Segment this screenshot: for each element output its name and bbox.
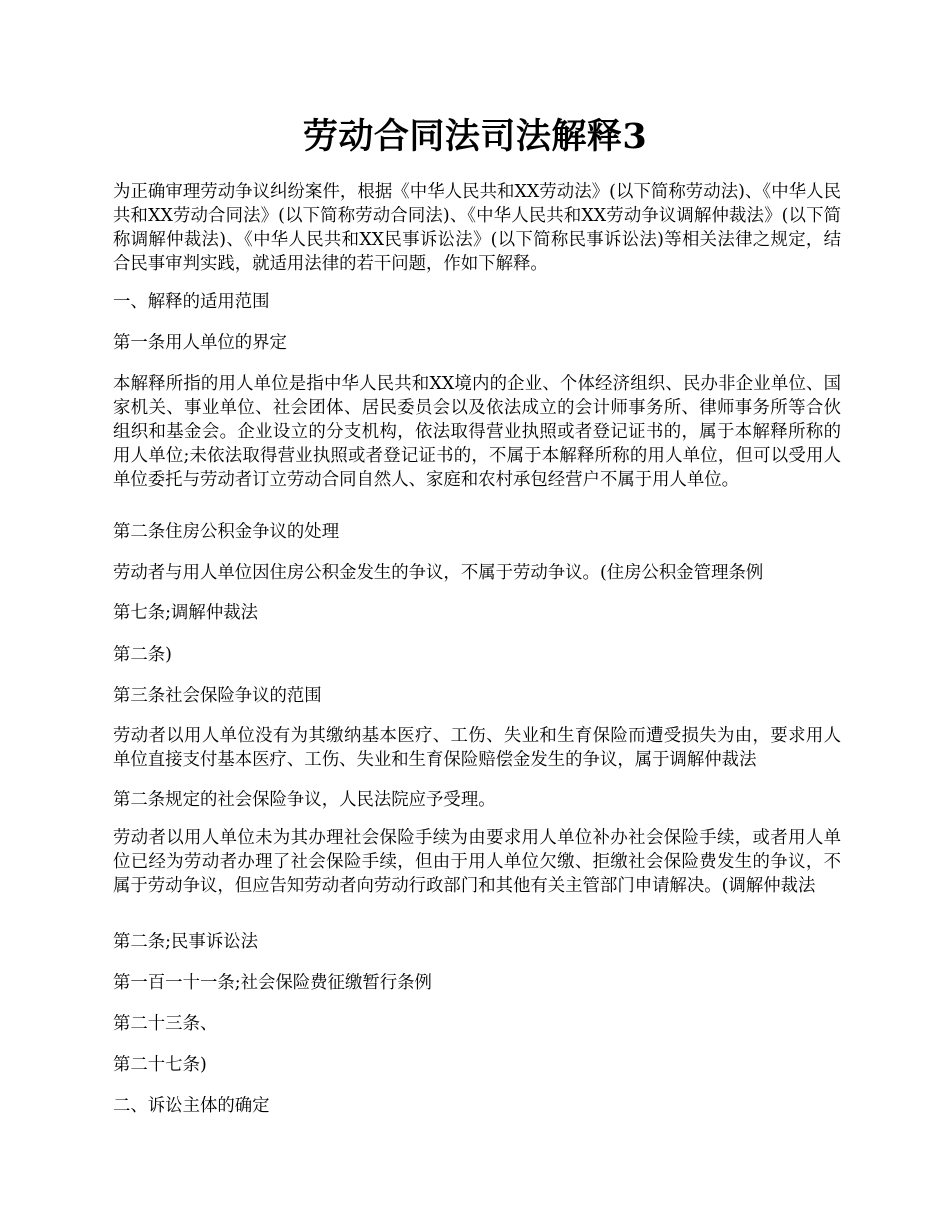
article-2-paragraph: 劳动者与用人单位因住房公积金发生的争议，不属于劳动争议。(住房公积金管理条例 — [113, 563, 764, 583]
article-3-citation-a: 第二条;民事诉讼法 — [113, 932, 258, 952]
section-heading-scope: 一、解释的适用范围 — [113, 292, 270, 312]
article-heading-3: 第三条社会保险争议的范围 — [113, 686, 322, 706]
article-3-citation-b: 第一百一十一条;社会保险费征缴暂行条例 — [113, 973, 432, 993]
article-1-paragraph: 本解释所指的用人单位是指中华人民共和XX境内的企业、个体经济组织、民办非企业单位、国家机关、事业单位、社会团体、居民委员会以及依法成立的会计师事务所、律师事务所等合伙组织和基金会。企业设立的分支机构，依法取得营业执照或者登记证书的，属于本解释所称的用人单位;未依法取得营业执照或者登记证书的，不属于本解释所称的用人单位，但可以受用人单位委托与劳动者订立劳动合同自然人、家庭和农村承包经营户不属于用人单位。 — [113, 374, 841, 490]
article-3-paragraph-2: 劳动者以用人单位未为其办理社会保险手续为由要求用人单位补办社会保险手续，或者用人单位已经为劳动者办理了社会保险手续，但由于用人单位欠缴、拒缴社会保险费发生的争议，不属于劳动争议，但应告知劳动者向劳动行政部门和其他有关主管部门申请解决。(调解仲裁法 — [113, 828, 841, 896]
article-3-citation-c: 第二十三条、 — [113, 1014, 218, 1034]
article-2-citation-a: 第七条;调解仲裁法 — [113, 603, 258, 623]
intro-paragraph: 为正确审理劳动争议纠纷案件，根据《中华人民共和XX劳动法》(以下简称劳动法)、《中华人民共和XX劳动合同法》(以下简称劳动合同法)、《中华人民共和XX劳动争议调解仲裁法》(以下简称调解仲裁法)、《中华人民共和XX民事诉讼法》(以下简称民事诉讼法)等相关法律之规定，结合民事审判实践，就适用法律的若干问题，作如下解释。 — [113, 182, 841, 274]
document-title: 劳动合同法司法解释3 — [302, 116, 648, 157]
article-3-paragraph-1: 劳动者以用人单位没有为其缴纳基本医疗、工伤、失业和生育保险而遭受损失为由，要求用人单位直接支付基本医疗、工伤、失业和生育保险赔偿金发生的争议，属于调解仲裁法 — [113, 726, 841, 770]
article-heading-2: 第二条住房公积金争议的处理 — [113, 522, 340, 542]
article-3-paragraph-1-cont: 第二条规定的社会保险争议，人民法院应予受理。 — [113, 790, 496, 810]
section-heading-parties: 二、诉讼主体的确定 — [113, 1096, 270, 1116]
article-heading-1: 第一条用人单位的界定 — [113, 333, 287, 353]
article-3-citation-d: 第二十七条) — [113, 1055, 207, 1075]
article-2-citation-b: 第二条) — [113, 645, 172, 665]
